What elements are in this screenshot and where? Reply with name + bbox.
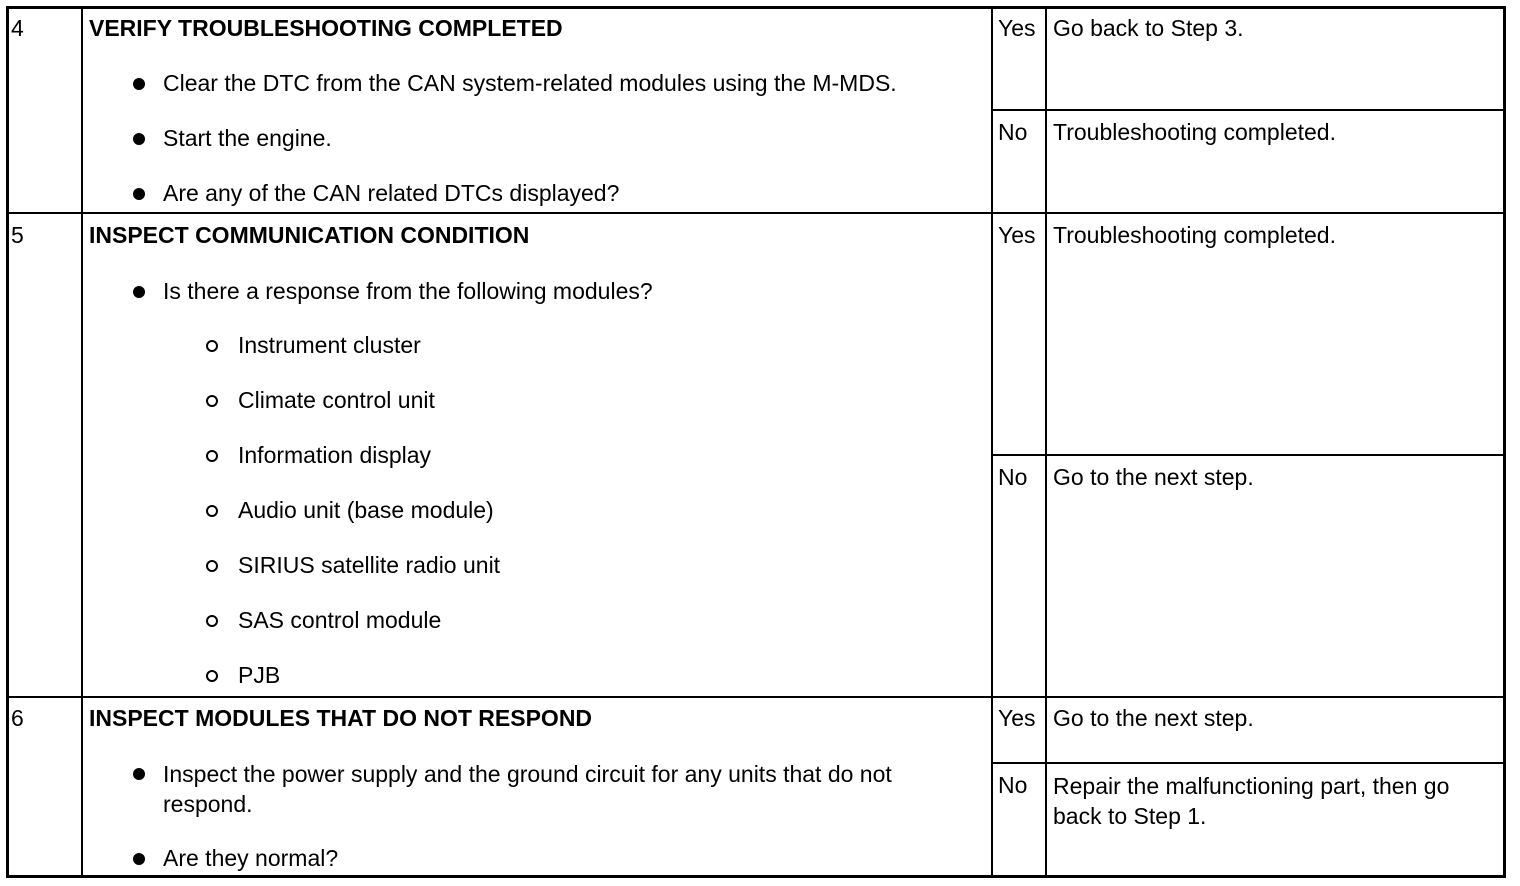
bullet-text: Clear the DTC from the CAN system-related modules using the M-MDS.: [163, 70, 897, 96]
bullet-icon: [133, 188, 145, 200]
step-number: 4: [11, 15, 24, 41]
sub-item-text: Instrument cluster: [238, 332, 421, 358]
yes-no-divider: [991, 762, 1506, 764]
sub-bullet-icon: [206, 615, 218, 627]
bullet-text: Inspect the power supply and the ground circuit for any units that do not respond.: [163, 761, 892, 817]
yes-label: Yes: [998, 222, 1036, 248]
sub-item-text: Audio unit (base module): [238, 497, 494, 523]
no-action: Go to the next step.: [1053, 464, 1254, 490]
sub-item-text: SIRIUS satellite radio unit: [238, 552, 501, 578]
column-divider: [1045, 6, 1047, 878]
bullet-text: Start the engine.: [163, 125, 332, 151]
no-label: No: [998, 772, 1028, 798]
yes-no-divider: [991, 454, 1506, 456]
sub-item-text: Information display: [238, 442, 432, 468]
bullet-text: Are they normal?: [163, 845, 339, 871]
yes-no-divider: [991, 109, 1506, 111]
yes-action: Go to the next step.: [1053, 705, 1254, 731]
yes-action: Troubleshooting completed.: [1053, 222, 1336, 248]
yes-action: Go back to Step 3.: [1053, 15, 1244, 41]
step-title: VERIFY TROUBLESHOOTING COMPLETED: [89, 15, 563, 41]
step-title: INSPECT MODULES THAT DO NOT RESPOND: [89, 705, 593, 731]
no-label: No: [998, 119, 1028, 145]
sub-item-text: SAS control module: [238, 607, 442, 633]
sub-bullet-icon: [206, 560, 218, 572]
column-divider: [991, 6, 993, 878]
no-action: Troubleshooting completed.: [1053, 119, 1336, 145]
yes-label: Yes: [998, 15, 1036, 41]
yes-label: Yes: [998, 705, 1036, 731]
step-number: 6: [11, 705, 24, 731]
sub-bullet-icon: [206, 340, 218, 352]
step-title: INSPECT COMMUNICATION CONDITION: [89, 222, 530, 248]
sub-item-text: Climate control unit: [238, 387, 435, 413]
sub-bullet-icon: [206, 670, 218, 682]
bullet-text: Are any of the CAN related DTCs displayed?: [163, 180, 620, 206]
sub-bullet-icon: [206, 395, 218, 407]
column-divider: [81, 6, 83, 878]
step-number: 5: [11, 222, 24, 248]
bullet-icon: [133, 768, 145, 780]
row-divider: [6, 696, 1506, 698]
sub-bullet-icon: [206, 505, 218, 517]
bullet-icon: [133, 286, 145, 298]
bullet-icon: [133, 133, 145, 145]
bullet-icon: [133, 853, 145, 865]
bullet-text: Is there a response from the following modules?: [163, 278, 653, 304]
sub-bullet-icon: [206, 450, 218, 462]
bullet-icon: [133, 78, 145, 90]
no-action: Repair the malfunctioning part, then go back to Step 1.: [1053, 773, 1450, 829]
sub-item-text: PJB: [238, 662, 281, 688]
row-divider: [6, 212, 1506, 214]
no-label: No: [998, 464, 1028, 490]
